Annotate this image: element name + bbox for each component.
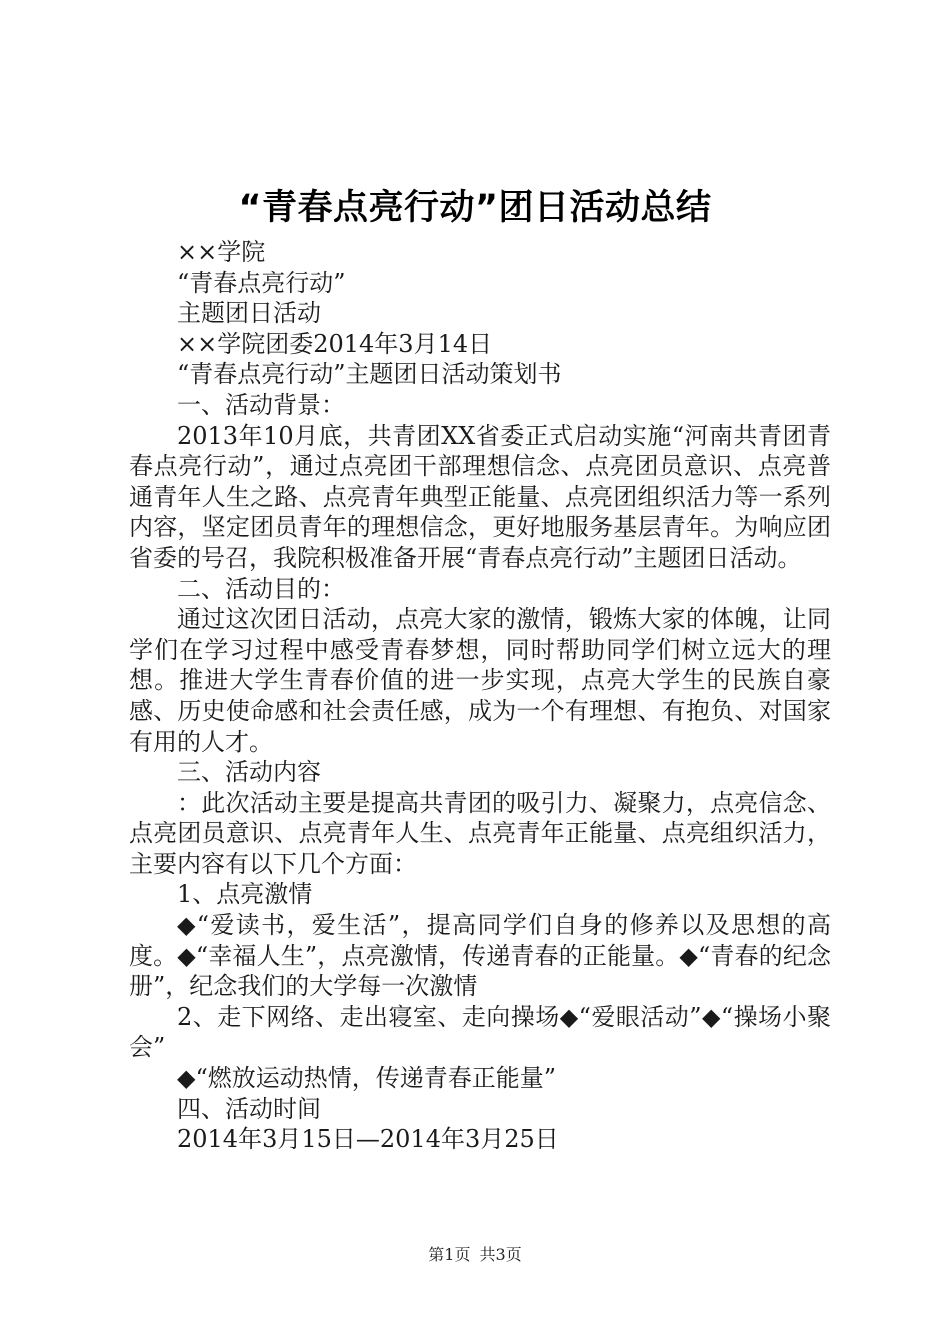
paragraph-time-range: 2014年3月15日—2014年3月25日 bbox=[177, 1125, 559, 1154]
document-body bbox=[129, 237, 831, 1155]
paragraph-college: ××学院 bbox=[177, 238, 266, 266]
paragraph-theme: 主题团日活动 bbox=[177, 299, 321, 328]
paragraph-content: ：此次活动主要是提高共青团的吸引力、凝聚力，点亮信念、点亮团员意识、点亮青年人生、点亮青年正能量、点亮组织活力，主要内容有以下几个方面： bbox=[129, 788, 831, 878]
subheading-passion: 1、点亮激情 bbox=[177, 880, 313, 909]
section-heading-time: 四、活动时间 bbox=[177, 1094, 321, 1123]
page-number: 第1页 bbox=[428, 1245, 471, 1264]
paragraph-background: 2013年10月底，共青团XX省委正式启动实施“河南共青团青春点亮行动”，通过点亮团干部理想信念、点亮团员意识、点亮普通青年人生之路、点亮青年典型正能量、点亮团组织活力等一系列内容，坚定团员青年的理想信念，更好地服务基层青年。为响应团省委的号召，我院积极准备开展“青春点亮行动”主题团日活动。 bbox=[129, 421, 831, 572]
page-footer bbox=[0, 1243, 950, 1267]
paragraph-sports-item: ◆“燃放运动热情，传递青春正能量” bbox=[177, 1064, 556, 1093]
paragraph-plan-title: “青春点亮行动”主题团日活动策划书 bbox=[177, 360, 562, 389]
section-heading-background: 一、活动背景： bbox=[177, 390, 345, 419]
page-total: 共3页 bbox=[479, 1245, 522, 1264]
paragraph-issuer-date: ××学院团委2014年3月14日 bbox=[177, 329, 493, 358]
paragraph-purpose: 通过这次团日活动，点亮大家的激情，锻炼大家的体魄，让同学们在学习过程中感受青春梦想，同时帮助同学们树立远大的理想。推进大学生青春价值的进一步实现，点亮大学生的民族自豪感、历史使命感和社会责任感，成为一个有理想、有抱负、对国家有用的人才。 bbox=[129, 605, 831, 756]
paragraph-campaign-name: “青春点亮行动” bbox=[177, 268, 346, 297]
paragraph-passion-items: ◆“爱读书，爱生活”，提高同学们自身的修养以及思想的高度。◆“幸福人生”，点亮激情，传递青春的正能量。◆“青春的纪念册”，纪念我们的大学每一次激情 bbox=[129, 911, 831, 1001]
paragraph-outdoor-items: 2、走下网络、走出寝室、走向操场◆“爱眼活动”◆“操场小聚会” bbox=[129, 1002, 831, 1062]
section-heading-content: 三、活动内容 bbox=[177, 758, 321, 787]
section-heading-purpose: 二、活动目的： bbox=[177, 574, 345, 603]
document-title: “青春点亮行动”团日活动总结 bbox=[238, 188, 712, 228]
